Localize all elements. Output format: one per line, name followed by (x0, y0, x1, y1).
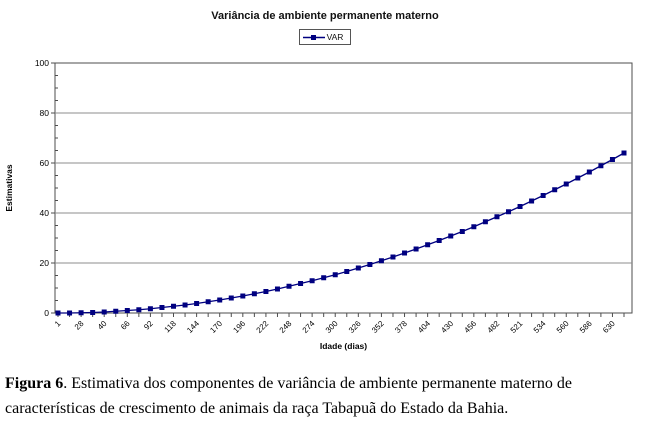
data-point-marker (344, 269, 349, 274)
data-point-marker (206, 299, 211, 304)
data-point-marker (275, 287, 280, 292)
data-point-marker (379, 258, 384, 263)
x-tick-label: 378 (393, 319, 409, 335)
data-point-marker (471, 224, 476, 229)
legend-line-marker-icon (303, 34, 325, 41)
x-tick-label: 404 (416, 319, 433, 335)
data-point-marker (506, 209, 511, 214)
x-tick-label: 1 (52, 319, 63, 329)
data-point-marker (587, 170, 592, 175)
data-point-marker (622, 151, 627, 156)
legend-box (299, 29, 352, 45)
y-tick-label: 100 (34, 58, 49, 68)
figure-caption-label: Figura 6 (5, 375, 64, 392)
data-point-marker (171, 304, 176, 309)
data-point-marker (113, 309, 118, 314)
x-tick-label: 534 (531, 319, 548, 335)
figure-caption (5, 371, 646, 421)
x-tick-label: 560 (554, 319, 571, 335)
y-axis-title: Estimativas (4, 164, 14, 212)
data-point-marker (67, 311, 72, 316)
data-point-marker (102, 310, 107, 315)
y-tick-label: 80 (39, 108, 49, 118)
plot-area (55, 63, 632, 313)
data-point-marker (367, 262, 372, 267)
legend-entry-label: VAR (326, 32, 344, 42)
x-tick-label: 630 (601, 319, 617, 335)
x-tick-label: 196 (231, 319, 248, 335)
x-tick-label: 326 (346, 319, 363, 335)
data-point-marker (136, 307, 141, 312)
data-point-marker (598, 163, 603, 168)
data-point-marker (448, 234, 453, 239)
data-point-marker (183, 303, 188, 308)
y-tick-label: 20 (39, 258, 49, 268)
x-tick-label: 92 (142, 319, 155, 332)
data-point-marker (564, 182, 569, 187)
x-tick-label: 144 (185, 319, 202, 335)
data-point-marker (402, 251, 407, 256)
data-point-marker (610, 157, 615, 162)
x-tick-label: 430 (439, 319, 456, 335)
data-point-marker (425, 242, 430, 247)
data-point-marker (518, 204, 523, 209)
data-point-marker (194, 301, 199, 306)
y-tick-label: 0 (44, 308, 49, 318)
data-point-marker (240, 294, 245, 299)
legend (0, 29, 650, 45)
data-point-marker (575, 176, 580, 181)
x-tick-label: 66 (119, 319, 132, 332)
x-tick-label: 300 (323, 319, 340, 335)
chart-title: Variância de ambiente permanente materno (211, 10, 439, 22)
data-point-marker (541, 193, 546, 198)
data-point-marker (333, 272, 338, 277)
data-point-marker (321, 275, 326, 280)
data-point-marker (483, 219, 488, 224)
x-tick-label: 28 (72, 319, 86, 332)
data-point-marker (229, 296, 234, 301)
data-point-marker (159, 305, 164, 310)
data-point-marker (460, 229, 465, 234)
data-point-marker (287, 284, 292, 289)
data-point-marker (125, 308, 130, 313)
y-tick-label: 40 (39, 208, 49, 218)
y-tick-label: 60 (39, 158, 49, 168)
data-point-marker (414, 247, 419, 252)
data-point-marker (390, 255, 395, 260)
data-point-marker (252, 291, 257, 296)
x-axis-title: Idade (dias) (319, 341, 368, 351)
x-tick-label: 521 (508, 319, 525, 335)
data-point-marker (298, 281, 303, 286)
data-point-marker (552, 187, 557, 192)
data-point-marker (529, 199, 534, 204)
data-point-marker (90, 310, 95, 315)
data-point-marker (263, 289, 268, 294)
data-point-marker (494, 214, 499, 219)
data-point-marker (56, 311, 61, 316)
x-tick-label: 586 (577, 319, 594, 335)
x-tick-label: 352 (370, 319, 386, 335)
x-tick-label: 118 (162, 319, 178, 335)
data-point-marker (148, 306, 153, 311)
x-tick-label: 482 (485, 319, 502, 335)
data-point-marker (310, 278, 315, 283)
x-tick-label: 456 (462, 319, 479, 335)
data-point-marker (437, 238, 442, 243)
chart-plot (0, 52, 650, 364)
x-tick-label: 274 (300, 319, 317, 335)
x-tick-label: 222 (254, 319, 271, 335)
figure-caption-text: . Estimativa dos componentes de variância de ambiente permanente materno de características de crescimento de animais da raça Tabapuã do Estado da Bahia. (5, 375, 572, 417)
x-tick-label: 170 (208, 319, 225, 335)
x-tick-label: 248 (277, 319, 294, 335)
data-point-marker (217, 298, 222, 303)
x-tick-label: 40 (95, 319, 109, 332)
data-point-marker (79, 310, 84, 315)
data-point-marker (356, 266, 361, 271)
